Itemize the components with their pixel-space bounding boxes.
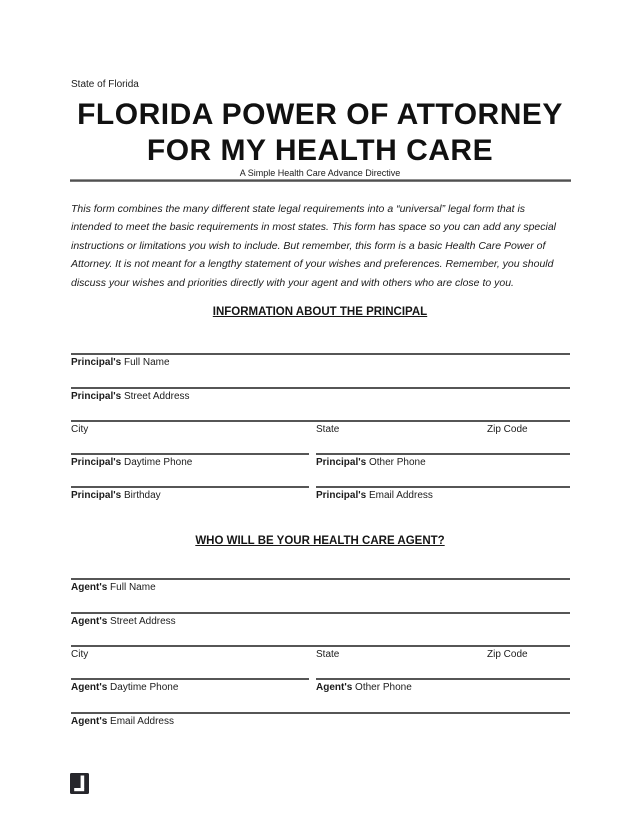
principal-birthday-line <box>71 486 309 488</box>
label-bold-part: Agent's <box>71 682 108 693</box>
principal-full-name-label <box>71 357 170 368</box>
label-bold-part: Principal's <box>71 490 122 501</box>
principal-street-address-line <box>71 387 570 389</box>
agent-street-address-line <box>71 612 570 614</box>
agent-daytime-phone-label <box>71 682 178 693</box>
principal-full-name-line <box>71 353 570 355</box>
label-rest-part: Street Address <box>121 391 190 402</box>
form-title-line2: FOR MY HEALTH CARE <box>146 134 494 167</box>
label-rest-part: Daytime Phone <box>121 457 193 468</box>
agent-street-address-label <box>71 616 176 627</box>
principal-city-state-zip-line <box>71 420 570 422</box>
agent-other-phone-line <box>316 678 570 680</box>
agent-email-line <box>71 712 570 714</box>
intro-line: This form combines the many different state legal requirements into a “universal” legal form that is <box>71 203 526 215</box>
label-bold-part: Agent's <box>71 616 108 627</box>
label-rest-part: Birthday <box>121 490 161 501</box>
agent-email-label <box>71 716 174 727</box>
label-bold-part: Agent's <box>71 716 108 727</box>
agent-full-name-label <box>71 582 156 593</box>
legal-templates-logo-icon <box>70 773 89 794</box>
principal-daytime-phone-label <box>71 457 192 468</box>
intro-line: instructions or limitations you wish to include. But remember, this form is a basic Health Care Power of <box>71 239 546 252</box>
principal-street-address-label <box>71 391 190 402</box>
header-divider <box>70 179 571 182</box>
label-bold-part: Principal's <box>316 457 367 468</box>
agent-daytime-phone-line <box>71 678 309 680</box>
form-title-line1: FLORIDA POWER OF ATTORNEY <box>77 98 563 131</box>
agent-state-label: State <box>316 649 340 660</box>
principal-birthday-label <box>71 490 161 501</box>
label-bold-part: Principal's <box>316 490 367 501</box>
label-rest-part: Street Address <box>107 616 176 627</box>
principal-state-label: State <box>316 424 340 435</box>
label-bold-part: Agent's <box>71 582 108 593</box>
principal-city-label: City <box>71 424 89 435</box>
label-bold-part: Agent's <box>316 682 353 693</box>
intro-paragraph <box>71 200 576 292</box>
agent-full-name-line <box>71 578 570 580</box>
label-rest-part: Other Phone <box>352 682 412 693</box>
label-rest-part: Email Address <box>107 716 174 727</box>
form-subtitle: A Simple Health Care Advance Directive <box>239 168 401 178</box>
form-title <box>0 97 640 169</box>
label-rest-part: Email Address <box>366 490 433 501</box>
label-rest-part: Full Name <box>107 582 156 593</box>
label-bold-part: Principal's <box>71 391 122 402</box>
agent-city-state-zip-line <box>71 645 570 647</box>
intro-line: Attorney. It is not meant for a lengthy statement of your wishes and preferences. Remember, you should <box>71 258 554 271</box>
principal-other-phone-line <box>316 453 570 455</box>
agent-other-phone-label <box>316 682 412 693</box>
intro-line: discuss your wishes and priorities directly with your agent and with others who are close to you. <box>71 276 514 289</box>
label-bold-part: Principal's <box>71 357 122 368</box>
agent-city-label: City <box>71 649 89 660</box>
label-rest-part: Other Phone <box>366 457 426 468</box>
principal-daytime-phone-line <box>71 453 309 455</box>
section-heading-principal: INFORMATION ABOUT THE PRINCIPAL <box>212 306 428 318</box>
label-bold-part: Principal's <box>71 457 122 468</box>
principal-other-phone-label <box>316 457 426 468</box>
principal-zip-label: Zip Code <box>487 424 528 435</box>
state-label: State of Florida <box>71 79 139 90</box>
intro-line: intended to meet the basic requirements in most states. This form has space so you can add any special <box>71 221 557 234</box>
principal-email-label <box>316 490 433 501</box>
principal-email-line <box>316 486 570 488</box>
agent-zip-label: Zip Code <box>487 649 528 660</box>
section-heading-agent: WHO WILL BE YOUR HEALTH CARE AGENT? <box>195 535 445 547</box>
label-rest-part: Daytime Phone <box>107 682 179 693</box>
label-rest-part: Full Name <box>121 357 170 368</box>
